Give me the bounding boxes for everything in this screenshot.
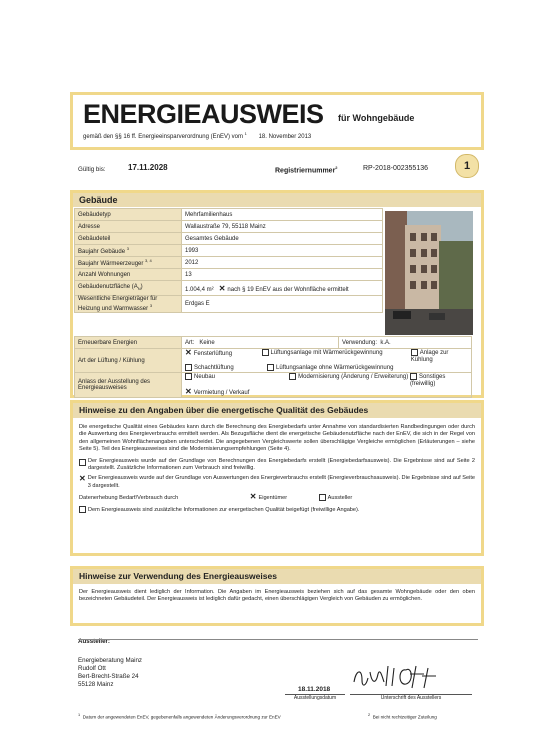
issuer-address: Energieberatung Mainz Rudolf Ott Bert-Brecht-Straße 24 55128 Mainz (78, 657, 142, 688)
table-row: Art der Lüftung / Kühlung ✕ Fensterlüftung Lüftungsanlage mit Wärmerückgewinnung Anlage zur Kühlung Schachtlüftung Lüftungsanlage ohne Wärmerückgewinnung (75, 349, 472, 373)
checkbox-icon[interactable] (262, 349, 269, 356)
data-collection-row: Datenerhebung Bedarf/Verbrauch durch ✕ Eigentümer Aussteller (79, 492, 353, 502)
page-number-badge: 1 (455, 154, 479, 178)
checkbox-checked-icon[interactable]: ✕ (79, 474, 86, 484)
usage-hints-text: Der Energieausweis dient lediglich der Information. Die Angaben im Energieausweis beziehen sich auf das gesamte Wohngebäude oder den oben bezeichneten Gebäudeteil. Der Energieausweis ist lediglich dafür gedacht, einen überschlägigen Vergleich von Gebäuden zu ermöglichen. (79, 589, 475, 603)
signature-icon (350, 660, 440, 694)
checkbox-icon[interactable] (411, 349, 418, 356)
footnote-1: $^1$ Datum der angewendeten EnEV, gegebenenfalls angewendeten Änderungsverordnung zur EnEV (78, 713, 281, 720)
building-photo (385, 211, 473, 335)
checkbox-icon[interactable] (289, 373, 296, 380)
usage-hints-section (70, 566, 484, 626)
table-row: Erneuerbare Energien Art: Keine Verwendung: k.A. (75, 337, 472, 349)
table-row: Gebäudeteil Gesamtes Gebäude (75, 233, 383, 245)
registration-label: Registriernummer$^2$ (275, 165, 338, 175)
quality-hints-intro: Die energetische Qualität eines Gebäudes kann durch die Berechnung des Energiebedarfs unter Annahme von standardisierten Randbedingungen oder durch die Auswertung des Energieverbrauchs ermittelt werden. Als Bezugsfläche dient die energetische Gebäudenutzfläche nach der EnEV, die sich in der Regel von den allgemeinen Wohnflächenangaben unterscheidet. Die angegebenen Vergleichswerte sollen überschlägige Vergleiche ermöglichen (Erläuterungen – siehe Seite 5). Teil des Energieausweises sind die Modernisierungsempfehlungen (Seite 4). (79, 424, 475, 453)
document-subtitle: für Wohngebäude (338, 113, 415, 123)
area-value: 1.004,4 m² (185, 286, 214, 293)
checkbox-icon[interactable] (79, 459, 86, 466)
registration-number: RP-2018-002355136 (363, 165, 428, 172)
document-header (70, 92, 484, 150)
building-data-table (74, 208, 383, 313)
table-row: Baujahr Gebäude $^3$ 1993 (75, 245, 383, 257)
building-extra-table (74, 336, 472, 398)
table-row: Adresse Wallaustraße 79, 55118 Mainz (75, 221, 383, 233)
table-row: Anlass der Ausstellung des Energieausweises Neubau Modernisierung (Änderung / Erweiterung) Sonstiges (freiwillig) ✕ Vermietung / Verkauf (75, 373, 472, 398)
extra-info-row: Dem Energieausweis sind zusätzliche Informationen zur energetischen Qualität beigefügt (freiwillige Angabe). (73, 503, 481, 514)
option-consumption: ✕ Der Energieausweis wurde auf der Grundlage von Auswertungen des Energieverbrauchs erstellt (Energieverbrauchsausweis). Die Ergebnisse sind auf Seite 3 dargestellt. (79, 474, 475, 489)
checked-mark-icon: ✕ (218, 283, 226, 293)
signature-label: Unterschrift des Ausstellers (350, 694, 472, 701)
valid-until-date: 17.11.2028 (128, 163, 168, 172)
quality-hints-section (70, 400, 484, 556)
usage-hints-heading: Hinweise zur Verwendung des Energieausweises (73, 569, 481, 584)
checkbox-icon[interactable] (319, 494, 326, 501)
legal-basis: gemäß den §§ 16 ff. Energieeinsparverordnung (EnEV) vom $^1$ 18. November 2013 (83, 131, 312, 140)
footnote-2: $^2$ Bei nicht rechtzeitiger Zuteilung (368, 713, 437, 720)
document-title: ENERGIEAUSWEIS (83, 99, 324, 129)
checkbox-checked-icon[interactable]: ✕ (185, 348, 192, 357)
checkbox-checked-icon[interactable]: ✕ (249, 492, 257, 502)
table-row: Gebäudenutzfläche $(A_N)$ 1.004,4 m² ✕ nach § 19 EnEV aus der Wohnfläche ermittelt (75, 281, 383, 296)
option-demand: Der Energieausweis wurde auf der Grundlage von Berechnungen des Energiebedarfs erstellt (Energiebedarfsausweis). Die Ergebnisse sind auf Seite 2 dargestellt. Zusätzliche Informationen zum Verbrauch sind freiwillig. (73, 454, 481, 473)
building-heading: Gebäude (73, 193, 481, 207)
issue-date-label: Ausstellungsdatum (285, 694, 345, 701)
checkbox-icon[interactable] (267, 364, 274, 371)
issuer-divider (78, 639, 478, 640)
checkbox-icon[interactable] (79, 506, 86, 513)
checkbox-icon[interactable] (185, 373, 192, 380)
issuer-label: Aussteller: (78, 638, 110, 645)
quality-hints-heading: Hinweise zu den Angaben über die energetische Qualität des Gebäudes (73, 403, 481, 418)
table-row: Anzahl Wohnungen 13 (75, 269, 383, 281)
table-row: Gebäudetyp Mehrfamilienhaus (75, 209, 383, 221)
table-row: Baujahr Wärmeerzeuger $^{3, 4}$ 2012 (75, 257, 383, 269)
checkbox-icon[interactable] (410, 373, 417, 380)
valid-until-label: Gültig bis: (78, 166, 106, 173)
issue-date: 18.11.2018 (298, 686, 331, 693)
table-row: Wesentliche Energieträger für Heizung und Warmwasser $^3$ Erdgas E (75, 296, 383, 313)
checkbox-checked-icon[interactable]: ✕ (185, 387, 192, 397)
building-photo-icon (385, 211, 473, 335)
checkbox-icon[interactable] (185, 364, 192, 371)
